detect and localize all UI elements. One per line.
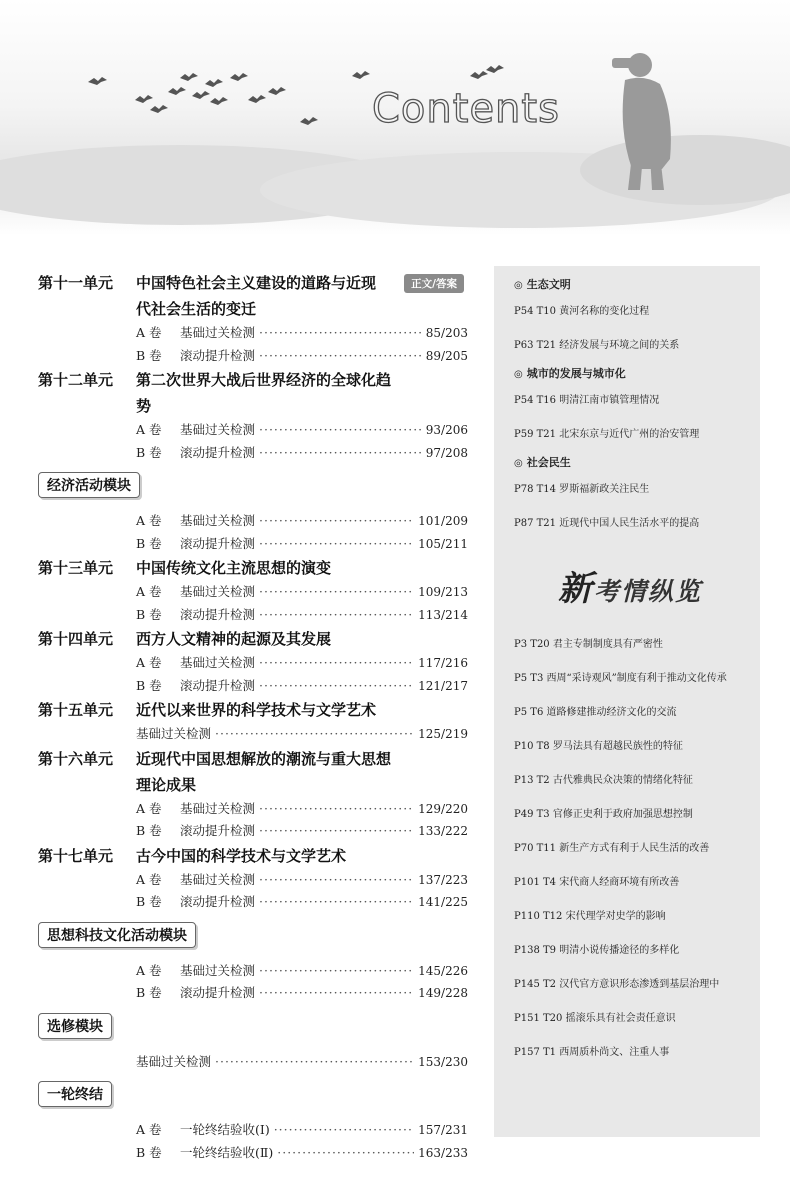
- topic-item: P5 T6 道路修建推动经济文化的交流: [514, 707, 677, 718]
- category-heading: [514, 365, 746, 384]
- module-final-review: 一轮终结: [38, 1081, 112, 1107]
- topic-item: P78 T14 罗斯福新政关注民生: [514, 484, 650, 495]
- volume-label: B 卷: [136, 606, 162, 622]
- toc-entry[interactable]: [136, 1051, 468, 1074]
- unit-14: [38, 626, 468, 697]
- toc-entry[interactable]: [136, 581, 468, 604]
- exam-topics-panel: [494, 266, 760, 1137]
- volume-label: A 卷: [136, 800, 162, 816]
- module-economy: 经济活动模块: [38, 472, 140, 498]
- toc-entry[interactable]: [136, 960, 468, 983]
- volume-label: B 卷: [136, 823, 162, 838]
- volume-label: B 卷: [136, 894, 162, 909]
- entry-name: 滚动提升检测: [180, 985, 256, 1000]
- entry-name: 基础过关检测: [180, 422, 256, 437]
- circle-bullet-icon: ◎: [514, 369, 523, 380]
- topic-item: P101 T4 宋代商人经商环境有所改善: [514, 877, 680, 888]
- page-number: 141/225: [418, 895, 468, 909]
- entry-name: 一轮终结验收(Ⅱ): [180, 1144, 274, 1160]
- volume-label: B 卷: [136, 677, 162, 693]
- volume-label: B 卷: [136, 1144, 162, 1160]
- topic-item: P87 T21 近现代中国人民生活水平的提高: [514, 518, 700, 529]
- entry-name: 基础过关检测: [180, 655, 256, 670]
- page-number: 125/219: [418, 727, 468, 741]
- page-number: 163/233: [418, 1145, 468, 1160]
- volume-label: B 卷: [136, 347, 162, 363]
- volume-label: B 卷: [136, 985, 162, 1000]
- entry-name: 基础过关检测: [180, 800, 256, 816]
- topic-item: P13 T2 古代雅典民众决策的情绪化特征: [514, 775, 693, 786]
- unit-number: 第十三单元: [38, 559, 114, 577]
- toc-entry[interactable]: [136, 675, 468, 698]
- unit-title: 第二次世界大战后世界经济的全球化趋势: [136, 371, 392, 415]
- entry-name: 滚动提升检测: [180, 894, 256, 909]
- toc-entry[interactable]: [136, 533, 468, 556]
- page-number: 153/230: [418, 1054, 468, 1069]
- page-number: 113/214: [418, 607, 468, 622]
- unit-15: [38, 697, 468, 746]
- entry-name: 基础过关检测: [180, 584, 256, 599]
- page-number: 149/228: [418, 986, 468, 1000]
- toc-entry[interactable]: [136, 652, 468, 675]
- toc-entry[interactable]: [136, 820, 468, 843]
- volume-label: A 卷: [136, 655, 162, 670]
- unit-11: [38, 270, 468, 367]
- category-heading: [514, 276, 746, 295]
- answer-page-badge: 正文/答案: [404, 274, 464, 293]
- entry-name: 基础过关检测: [136, 726, 212, 741]
- unit-title: 中国传统文化主流思想的演变: [136, 559, 332, 577]
- entry-name: 基础过关检测: [180, 325, 256, 340]
- module-elective: 选修模块: [38, 1013, 112, 1039]
- entry-name: 基础过关检测: [136, 1053, 212, 1069]
- page-number: 137/223: [418, 872, 468, 887]
- toc-entry[interactable]: [136, 510, 468, 533]
- page-title: Contents: [372, 86, 560, 132]
- toc-entry[interactable]: [136, 604, 468, 627]
- unit-12: [38, 367, 468, 464]
- topic-item: P54 T16 明清江南市镇管理情况: [514, 395, 660, 406]
- page-number: 145/226: [418, 963, 468, 978]
- topic-item: P157 T1 西周质朴尚文、注重人事: [514, 1047, 670, 1058]
- topic-item: P54 T10 黄河名称的变化过程: [514, 306, 650, 317]
- toc-entry[interactable]: [136, 869, 468, 892]
- topic-item: P110 T12 宋代理学对史学的影响: [514, 911, 666, 922]
- toc-entry[interactable]: [136, 345, 468, 368]
- unit-number: 第十一单元: [38, 274, 114, 292]
- topic-item: P138 T9 明清小说传播途径的多样化: [514, 945, 680, 956]
- toc-entry[interactable]: [136, 1142, 468, 1165]
- new-exam-overview-title: [514, 561, 746, 610]
- toc-entry[interactable]: [136, 798, 468, 821]
- unit-16: [38, 746, 468, 843]
- title-big-char: 新: [557, 569, 594, 609]
- module-thought-tech-culture: 思想科技文化活动模块: [38, 922, 196, 948]
- toc-entry[interactable]: [136, 442, 468, 465]
- entry-name: 滚动提升检测: [180, 606, 256, 622]
- volume-label: A 卷: [136, 871, 162, 887]
- unit-13: [38, 555, 468, 626]
- page-number: 109/213: [418, 585, 468, 599]
- page-number: 105/211: [418, 536, 468, 551]
- volume-label: A 卷: [136, 962, 162, 978]
- category-label: 城市的发展与城市化: [526, 367, 626, 380]
- page-number: 89/205: [425, 348, 468, 363]
- volume-label: A 卷: [136, 584, 162, 599]
- page-number: 129/220: [418, 801, 468, 816]
- topic-item: P70 T11 新生产方式有利于人民生活的改善: [514, 843, 710, 854]
- unit-number: 第十七单元: [38, 846, 114, 865]
- entry-name: 基础过关检测: [180, 513, 256, 528]
- unit-number: 第十五单元: [38, 701, 114, 719]
- unit-number: 第十六单元: [38, 749, 114, 768]
- volume-label: B 卷: [136, 444, 162, 460]
- unit-title: 近现代中国思想解放的潮流与重大思想理论成果: [136, 749, 392, 794]
- toc-entry[interactable]: [136, 723, 468, 746]
- header-banner: [0, 0, 790, 235]
- topic-item: P3 T20 君主专制制度具有严密性: [514, 639, 663, 650]
- page-number: 117/216: [418, 656, 468, 670]
- page-number: 101/209: [418, 514, 468, 528]
- topic-item: P63 T21 经济发展与环境之间的关系: [514, 340, 680, 351]
- title-rest: 考情纵览: [593, 577, 702, 606]
- page-number: 97/208: [425, 445, 468, 460]
- volume-label: A 卷: [136, 1122, 162, 1137]
- page-number: 93/206: [425, 423, 468, 437]
- entry-name: 一轮终结验收(Ⅰ): [180, 1122, 270, 1137]
- topic-item: P10 T8 罗马法具有超越民族性的特征: [514, 741, 683, 752]
- category-label: 生态文明: [526, 278, 571, 291]
- unit-title: 西方人文精神的起源及其发展: [136, 630, 332, 648]
- volume-label: A 卷: [136, 325, 162, 340]
- unit-17: [38, 843, 468, 914]
- entry-name: 滚动提升检测: [180, 535, 256, 551]
- topic-item: P151 T20 摇滚乐具有社会责任意识: [514, 1013, 676, 1024]
- toc-entry[interactable]: [136, 322, 468, 345]
- page-number: 85/203: [425, 326, 468, 340]
- volume-label: A 卷: [136, 513, 162, 528]
- entry-name: 滚动提升检测: [180, 347, 256, 363]
- topic-item: P5 T3 西周“采诗观风”制度有利于推动文化传承: [514, 673, 727, 684]
- unit-title: 近代以来世界的科学技术与文学艺术: [136, 701, 377, 719]
- contents-list: [38, 270, 468, 1164]
- entry-name: 滚动提升检测: [180, 444, 256, 460]
- topic-item: P49 T3 官修正史利于政府加强思想控制: [514, 809, 693, 820]
- page-number: 133/222: [418, 824, 468, 838]
- page-number: 157/231: [418, 1123, 468, 1137]
- unit-number: 第十四单元: [38, 630, 114, 648]
- circle-bullet-icon: ◎: [514, 458, 523, 469]
- entry-name: 基础过关检测: [180, 962, 256, 978]
- volume-label: A 卷: [136, 422, 162, 437]
- unit-title: 古今中国的科学技术与文学艺术: [136, 846, 347, 865]
- toc-entry[interactable]: [136, 982, 468, 1005]
- category-label: 社会民生: [526, 456, 571, 469]
- entry-name: 滚动提升检测: [180, 823, 256, 838]
- toc-entry[interactable]: [136, 1119, 468, 1142]
- entry-name: 基础过关检测: [180, 871, 256, 887]
- toc-entry[interactable]: [136, 891, 468, 914]
- entry-name: 滚动提升检测: [180, 677, 256, 693]
- page-number: 121/217: [418, 678, 468, 693]
- category-heading: [514, 454, 746, 473]
- circle-bullet-icon: ◎: [514, 280, 523, 291]
- topic-item: P59 T21 北宋东京与近代广州的治安管理: [514, 429, 700, 440]
- toc-entry[interactable]: [136, 419, 468, 442]
- unit-number: 第十二单元: [38, 371, 114, 389]
- unit-title: 中国特色社会主义建设的道路与近现代社会生活的变迁: [136, 274, 377, 318]
- volume-label: B 卷: [136, 535, 162, 551]
- topic-item: P145 T2 汉代官方意识形态渗透到基层治理中: [514, 979, 720, 990]
